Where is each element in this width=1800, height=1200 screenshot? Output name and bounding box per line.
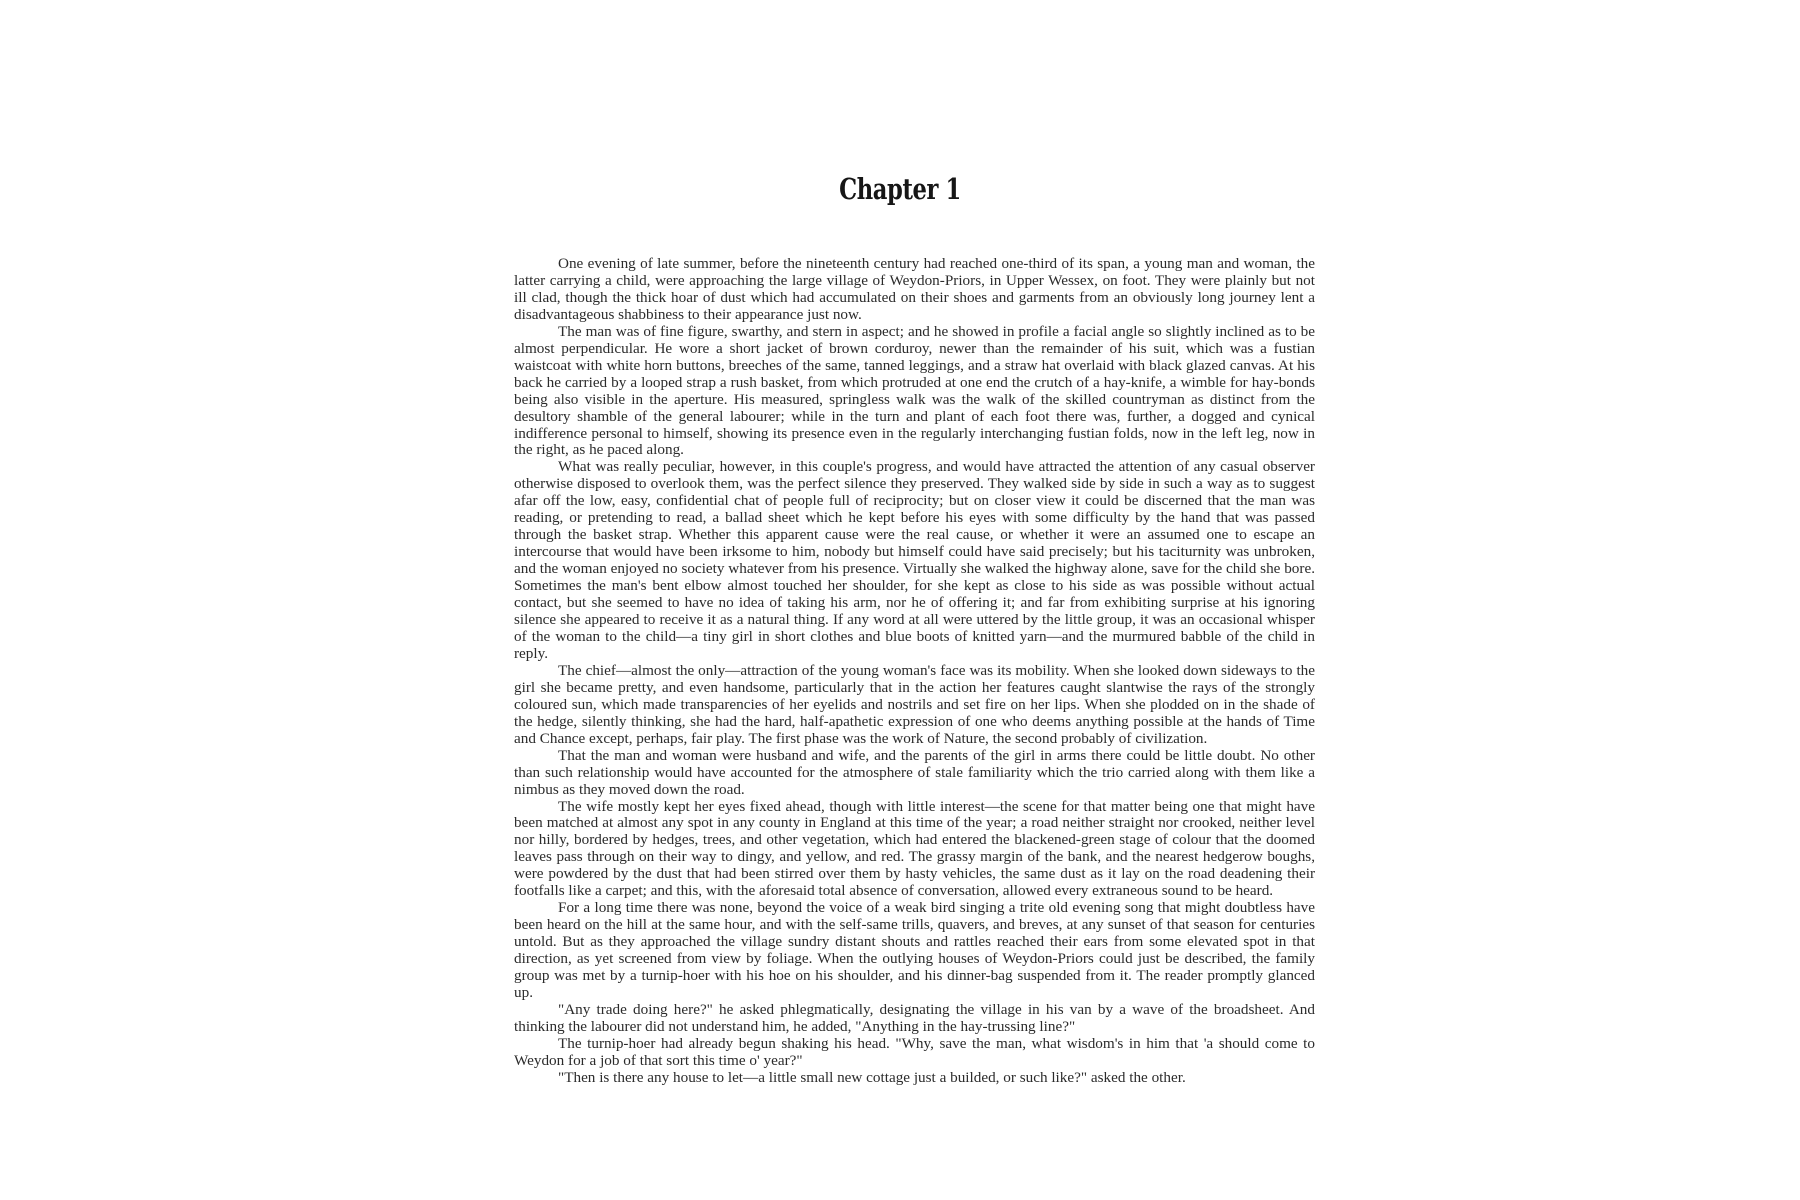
paragraph: The turnip-hoer had already begun shaking his head. "Why, save the man, what wisdom's in him that 'a should come to Weydon for a job of that sort this time o' year?" xyxy=(514,1034,1315,1069)
chapter-body xyxy=(514,256,1315,1087)
paragraph: The chief—almost the only—attraction of the young woman's face was its mobility. When she looked down sideways to the girl she became pretty, and even handsome, particularly that in the action her features caught slantwise the rays of the strongly coloured sun, which made transparencies of her eyelids and nostrils and set fire on her lips. When she plodded on in the shade of the hedge, silently thinking, she had the hard, half-apathetic expression of one who deems anything possible at the hands of Time and Chance except, perhaps, fair play. The first phase was the work of Nature, the second probably of civilization. xyxy=(514,661,1315,747)
paragraph: "Then is there any house to let—a little small new cottage just a builded, or such like?" asked the other. xyxy=(558,1068,1186,1086)
paragraph: What was really peculiar, however, in this couple's progress, and would have attracted the attention of any casual observer otherwise disposed to overlook them, was the perfect silence they preserved. They walked side by side in such a way as to suggest afar off the low, easy, confidential chat of people full of reciprocity; but on closer view it could be discerned that the man was reading, or pretending to read, a ballad sheet which he kept before his eyes with some difficulty by the hand that was passed through the basket strap. Whether this apparent cause were the real cause, or whether it were an assumed one to escape an intercourse that would have been irksome to him, nobody but himself could have said precisely; but his taciturnity was unbroken, and the woman enjoyed no society whatever from his presence. Virtually she walked the highway alone, save for the child she bore. Sometimes the man's bent elbow almost touched her shoulder, for she kept as close to his side as was possible without actual contact, but she seemed to have no idea of taking his arm, nor he of offering it; and far from exhibiting surprise at his ignoring silence she appeared to receive it as a natural thing. If any word at all were uttered by the little group, it was an occasional whisper of the woman to the child—a tiny girl in short clothes and blue boots of knitted yarn—and the murmured babble of the child in reply. xyxy=(514,458,1315,662)
paragraph: For a long time there was none, beyond the voice of a weak bird singing a trite old evening song that might doubtless have been heard on the hill at the same hour, and with the self-same trills, quavers, and breves, at any sunset of that season for centuries untold. But as they approached the village sundry distant shouts and rattles reached their ears from some elevated spot in that direction, as yet screened from view by foliage. When the outlying houses of Weydon-Priors could just be described, the family group was met by a turnip-hoer with his hoe on his shoulder, and his dinner-bag suspended from it. The reader promptly glanced up. xyxy=(514,899,1315,1001)
paragraph: That the man and woman were husband and wife, and the parents of the girl in arms there could be little doubt. No other than such relationship would have accounted for the atmosphere of stale familiarity which the trio carried along with them like a nimbus as they moved down the road. xyxy=(514,746,1315,798)
paragraph: The man was of fine figure, swarthy, and stern in aspect; and he showed in profile a facial angle so slightly inclined as to be almost perpendicular. He wore a short jacket of brown corduroy, newer than the remainder of his suit, which was a fustian waistcoat with white horn buttons, breeches of the same, tanned leggings, and a straw hat overlaid with black glazed canvas. At his back he carried by a looped strap a rush basket, from which protruded at one end the crutch of a hay-knife, a wimble for hay-bonds being also visible in the aperture. His measured, springless walk was the walk of the skilled countryman as distinct from the desultory shamble of the general labourer; while in the turn and plant of each foot there was, further, a dogged and cynical indifference personal to himself, showing its presence even in the regularly interchanging fustian folds, now in the left leg, now in the right, as he paced along. xyxy=(514,322,1315,459)
paragraph: The wife mostly kept her eyes fixed ahead, though with little interest—the scene for that matter being one that might have been matched at almost any spot in any county in England at this time of the year; a road neither straight nor crooked, neither level nor hilly, bordered by hedges, trees, and other vegetation, which had entered the blackened-green stage of colour that the doomed leaves pass through on their way to dingy, and yellow, and red. The grassy margin of the bank, and the nearest hedgerow boughs, were powdered by the dust that had been stirred over them by hasty vehicles, the same dust as it lay on the road deadening their footfalls like a carpet; and this, with the aforesaid total absence of conversation, allowed every extraneous sound to be heard. xyxy=(514,797,1315,900)
paragraph: "Any trade doing here?" he asked phlegmatically, designating the village in his van by a wave of the broadsheet. And thinking the labourer did not understand him, he added, "Anything in the hay-trussing line?" xyxy=(514,1000,1315,1035)
paragraph: One evening of late summer, before the nineteenth century had reached one-third of its span, a young man and woman, the latter carrying a child, were approaching the large village of Weydon-Priors, in Upper Wessex, on foot. They were plainly but not ill clad, though the thick hoar of dust which had accumulated on their shoes and garments from an obviously long journey lent a disadvantageous shabbiness to their appearance just now. xyxy=(514,255,1315,323)
chapter-title: Chapter 1 xyxy=(839,172,961,206)
